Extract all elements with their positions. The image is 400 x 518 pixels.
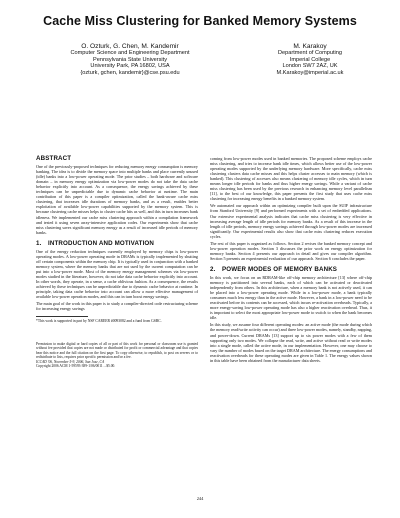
author-email: {ozturk, gchen, kandemir}@cse.psu.edu: [80, 69, 180, 76]
section-title: POWER MODES OF MEMORY BANKS: [222, 265, 338, 273]
section-number: 2.: [210, 265, 216, 273]
copyright-line: Copyright 2006 ACM 1-59593-389-1/06/0011 ...$5.00.: [36, 363, 116, 368]
paragraph: In this study, we assume four different operating modes: an active mode (the mode during which the memory read/write activity can occur) and three low-power modes, namely, standby, napping, and power-down. Current DRAMs [13] support up to six power modes with a few of them supporting only two modes. We collapse the read, write, and active without read or write modes into a single mode, called the active mode, in our implementation. However, one may choose to vary the number of modes based on the target DRAM architecture. The energy consumptions and reactivation overheads for these operating modes are given in Table 1. The energy values shown in this table have been obtained from the manufacturer data sheets.: [210, 322, 372, 363]
paragraph: One of the energy reduction techniques currently employed by memory chips is low-power operating modes. A low-power operating mode in DRAMs is typically implemented by shutting off certain components within the memory chip. It is typically used in conjunction with a banked memory system, where the memory banks that are not used by the current computation can be put into a low-power mode. Most of the memory energy management schemes via low-power modes studied in the literature, however, do not take data cache behavior explicitly into account. In other words, they operate, in a sense, a cache oblivious fashion. As a consequence, the results achieved by these techniques can be unpredictable due to dynamic cache behavior at runtime. In principle, taking data cache behavior into account can allow a more effective management of available low-power operation modes, and this can in turn boost energy savings.: [36, 248, 198, 300]
paragraph: The rest of this paper is organized as follows. Section 2 revises the banked memory concept and low-power operation modes. Section 3 discusses the prior work on energy optimization for memory banks. Section 4 presents our approach in detail and gives our compiler algorithm. Section 5 presents an experimental evaluation of our approach. Section 6 concludes the paper.: [210, 240, 372, 261]
section-number: 1.: [36, 239, 42, 247]
author-address: London SW7 2AZ, UK: [282, 63, 338, 70]
author-block-left: [40, 44, 220, 76]
conference-line: ICCAD '06, November 5-9, 2006, San Jose, CA: [36, 359, 105, 364]
permission-text: Permission to make digital or hard copies of all or part of this work for personal or classroom use is granted without fee provided that copies are not made or distributed for profit or commercial advantage and that copies bear this notice and the full citation on the first page. To copy otherwise, to republish, to post on servers or to redistribute to lists, requires prior specific permission and/or a fee.: [36, 341, 198, 360]
right-column: [210, 156, 372, 365]
paper-title: Cache Miss Clustering for Banked Memory Systems: [43, 14, 357, 28]
author-affiliation: Imperial College: [289, 56, 331, 63]
paragraph: In this work, we focus on an RDRAM-like off-chip memory architecture [13] where off-chip memory is partitioned into several banks, each of which can be activated or deactivated independently from others. In this architecture, when a memory bank is not actively used, it can be placed into a low-power operating mode. While in a low-power mode, a bank typically consumes much less energy than in the active mode. However, a bank in a low-power need to be reactivated before its contents can be accessed, which incurs re-activation overheads. Typically, a more energy-saving low-power operating mode has also a higher reactivation overhead. Thus, it is important to select the most appropriate low-power mode to switch to when the bank becomes idle.: [210, 274, 372, 321]
author-names: O. Ozturk, G. Chen, M. Kandemir: [81, 43, 179, 50]
section-heading: [210, 267, 372, 272]
author-affiliation: Pennsylvania State University: [93, 56, 167, 63]
page-number: 244: [196, 496, 204, 501]
section-heading: [36, 241, 198, 246]
footnote-rule: [36, 316, 88, 317]
left-column: [36, 156, 198, 368]
author-names: M. Karakoy: [293, 43, 327, 50]
abstract-text: One of the previously-proposed techniques for reducing memory energy consumption is memory banking. The idea is to divide the memory space into multiple banks and place currently unused (idle) banks into a low-power operating mode. The prior studies – both hardware and software domain – in memory energy optimization via low-power modes do not take the data cache behavior explicitly into account. As a consequence, the energy savings achieved by these techniques can be unpredictable due to dynamic cache behavior at runtime. The main contribution of this paper is a compiler optimization, called the bank-aware cache miss clustering, that increases idle durations of memory banks, and as a result, enables better exploitation of available low-power capabilities supported by the memory system. This is because clustering cache misses helps to cluster cache hits as well, and this in turn increases bank idleness. We implemented our cache miss clustering approach within a compilation framework and tested it using seven array-intensive application codes. Our experiments show that cache miss clustering saves significant memory energy as a result of increased idle periods of memory banks.: [36, 164, 198, 235]
footnote: *This work is supported in part by NSF CAREER #0093082 and a fund from GSRC.: [36, 319, 162, 324]
author-address: University Park, PA 16802, USA: [90, 63, 170, 70]
permission-notice: [36, 342, 198, 368]
author-affiliation: Department of Computing: [277, 50, 343, 57]
author-email: M.Karakoy@imperial.ac.uk: [276, 69, 344, 76]
paragraph: coming from low-power modes used in banked memories. The proposed scheme employs cache miss clustering, and tries to increase bank idle times, which allows better use of the low-power operating modes supported by the underlying memory hardware. More specifically, cache miss clustering clusters data cache misses and this helps cluster accesses to main memory (which is banked). This clustering of accesses also means clustering of memory idle cycles, which in turn means longer idle periods for banks and thus higher energy savings. While a variant of cache miss clustering has been used by the previous research in enhancing memory level parallelism [11], to the best of our knowledge, this paper presents the first study that uses cache miss clustering for increasing energy benefits in a banked memory system.: [210, 156, 372, 202]
abstract-heading: ABSTRACT: [36, 155, 72, 162]
author-affiliation: Computer Science and Engineering Department: [70, 50, 190, 57]
author-block-right: [250, 44, 370, 76]
paragraph: We automated our approach within an optimizing compiler built upon the SUIF infrastructure from Stanford University [9] and performed experiments with a set of embedded applications. Our extensive experimental analysis indicates that cache miss clustering is very effective in increasing average length of idle periods for memory banks. As a result of this increase in the length of idle periods, memory energy savings achieved through low-power modes are increased significantly. Our experimental results also show that cache miss clustering reduces execution cycles.: [210, 203, 372, 239]
paragraph: The main goal of the work in this paper is to study a compiler-directed code restructuring scheme for increasing energy savings: [36, 301, 198, 312]
section-title: INTRODUCTION AND MOTIVATION: [48, 239, 155, 247]
